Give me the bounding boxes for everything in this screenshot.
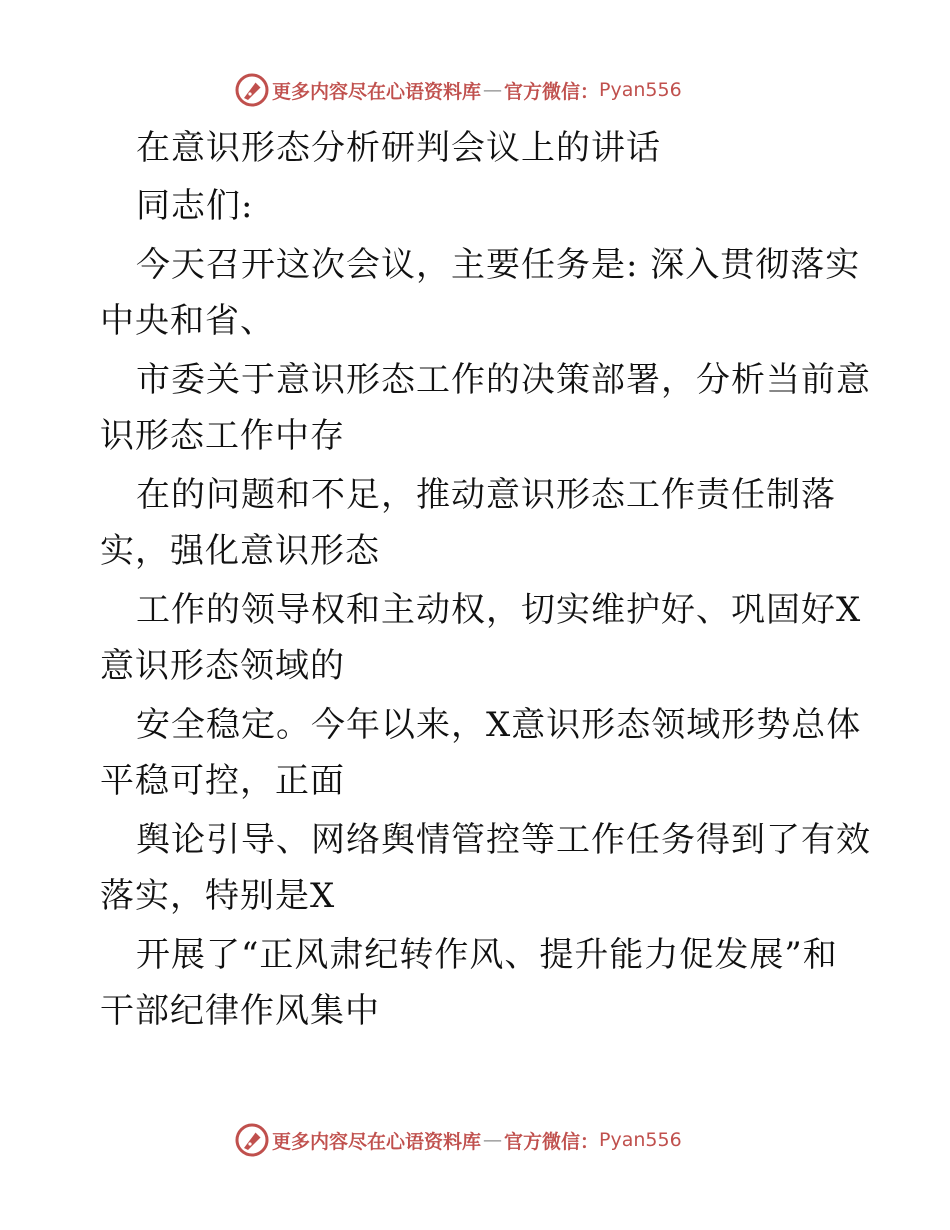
header-watermark — [234, 72, 682, 108]
paragraph-line: 意识形态领域的 — [100, 646, 345, 686]
watermark-brand: 更多内容尽在心语资料库 — [272, 80, 482, 103]
pen-nib-logo-icon — [234, 72, 270, 108]
paragraph-line: 平稳可控，正面 — [100, 761, 345, 801]
paragraph-line: 识形态工作中存 — [100, 416, 345, 456]
watermark-account: Pyan556 — [599, 79, 682, 101]
paragraph-line: 落实，特别是X — [100, 876, 336, 916]
paragraph-line: 中央和省、 — [100, 301, 275, 341]
watermark-label: 官方微信： — [504, 1130, 600, 1153]
pen-nib-logo-icon — [234, 1122, 270, 1158]
watermark-account: Pyan556 — [599, 1129, 682, 1151]
paragraph-line: 安全稳定。今年以来，X意识形态领域形势总体 — [136, 705, 862, 745]
paragraph-line: 开展了“正风肃纪转作风、提升能力促发展”和 — [136, 935, 838, 975]
footer-watermark — [234, 1122, 682, 1158]
document-title: 在意识形态分析研判会议上的讲话 — [136, 128, 661, 168]
paragraph-line: 实，强化意识形态 — [100, 531, 380, 571]
watermark-separator: — — [483, 1129, 503, 1151]
paragraph-line: 今天召开这次会议，主要任务是: 深入贯彻落实 — [136, 245, 861, 285]
watermark-separator: — — [483, 79, 503, 101]
paragraph-line: 干部纪律作风集中 — [100, 991, 380, 1031]
watermark-label: 官方微信： — [504, 80, 600, 103]
paragraph-line: 在的问题和不足，推动意识形态工作责任制落 — [136, 475, 836, 515]
paragraph-line: 市委关于意识形态工作的决策部署，分析当前意 — [136, 360, 871, 400]
salutation: 同志们: — [136, 186, 254, 226]
paragraph-line: 舆论引导、网络舆情管控等工作任务得到了有效 — [136, 820, 871, 860]
watermark-brand: 更多内容尽在心语资料库 — [272, 1130, 482, 1153]
paragraph-line: 工作的领导权和主动权，切实维护好、巩固好X — [136, 590, 862, 630]
